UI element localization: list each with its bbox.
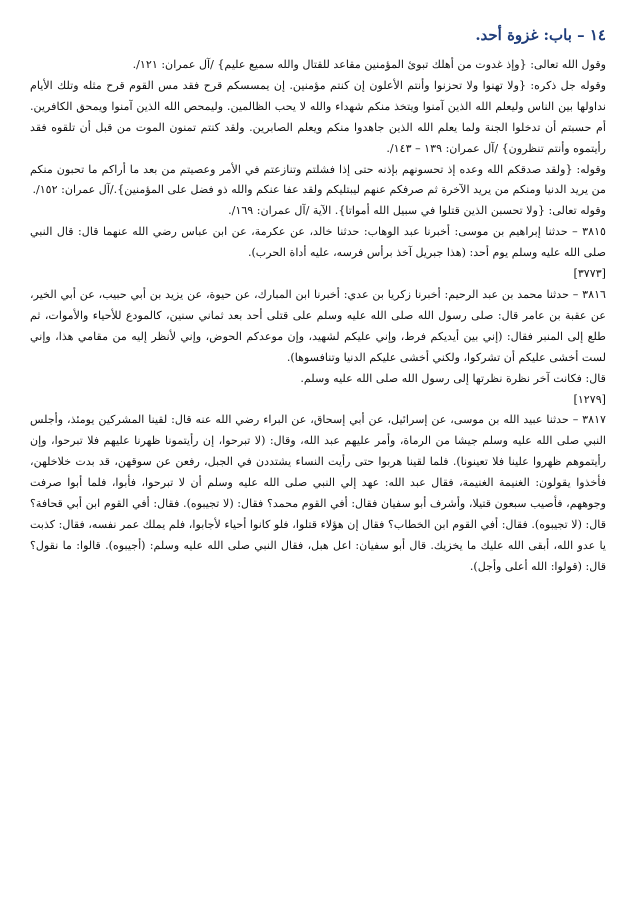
quran-verse-2: وقوله جل ذكره: {ولا تهنوا ولا تحزنوا وأنتم الأعلون إن كنتم مؤمنين. إن يمسسكم قرح فقد مس القوم قرح مثله وتلك الأيام نداولها بين الناس وليعلم الله الذين آمنوا ويتخذ منكم شهداء والله لا يحب الظالمين. وليمحص الله الذين آمنوا ويمحق الكافرين. أم حسبتم أن تدخلوا الجنة ولما يعلم الله الذين جاهدوا منكم ويعلم الصابرين. ولقد كنتم تمنون الموت من قبل أن تلقوه فقد رأيتموه وأنتم تنظرون} /آل عمران: ١٣٩ – ١٤٣/. [30, 78, 606, 155]
cross-reference: [٣٧٧٣] [573, 267, 606, 281]
quran-verse-1: وقول الله تعالى: {وإذ غدوت من أهلك تبوئ المؤمنين مقاعد للقتال والله سميع عليم} /آل عمران: ١٢١/. [132, 58, 606, 71]
hadith-3817: ٣٨١٧ – حدثنا عبيد الله بن موسى، عن إسرائيل، عن أبي إسحاق، عن البراء رضي الله عنه قال: لقينا المشركين يومئذ، وأجلس النبي صلى الله عليه وسلم جيشا من الرماة، وأمر عليهم عبد الله، وقال: (لا تبرحوا، إن رأيتمونا ظهرنا عليهم فلا تبرحوا، وإن رأيتموهم ظهروا علينا فلا تعينونا). فلما لقينا هربوا حتى رأيت النساء يشتددن في الجبل، رفعن عن سوقهن، قد بدت خلاخلهن، فأخذوا يقولون: الغنيمة الغنيمة، فقال عبد الله: عهد إلي النبي صلى الله عليه وسلم أن لا تبرحوا، فأبوا، فلما أبوا صرفت وجوههم، فأصيب سبعون قتيلا، وأشرف أبو سفيان فقال: أفي القوم محمد؟ فقال: (لا تجيبوه). فقال: أفي القوم ابن أبي قحافة؟ قال: (لا تجيبوه). فقال: أفي القوم ابن الخطاب؟ فقال إن هؤلاء قتلوا، فلو كانوا أحياء لأجابوا، فلم يملك عمر نفسه، فقال: كذبت يا عدو الله، أبقى الله عليك ما يخزيك. قال أبو سفيان: اعل هبل، فقال النبي صلى الله عليه وسلم: (أجيبوه). قالوا: ما نقول؟ قال: (قولوا: الله أعلى وأجل). [30, 413, 606, 573]
cross-reference: [١٢٧٩] [573, 392, 606, 406]
quran-verse-4: وقوله تعالى: {ولا تحسبن الذين قتلوا في سبيل الله أمواتا}. الآية /آل عمران: ١٦٩/. [228, 204, 606, 218]
narrator-note: قال: فكانت آخر نظرة نظرتها إلى رسول الله صلى الله عليه وسلم. [300, 371, 606, 385]
chapter-title: ١٤ – باب: غزوة أحد. [475, 26, 606, 44]
hadith-3815: ٣٨١٥ – حدثنا إبراهيم بن موسى: أخبرنا عبد الوهاب: حدثنا خالد، عن عكرمة، عن ابن عباس رضي الله عنهما قال: قال النبي صلى الله عليه وسلم يوم أحد: (هذا جبريل آخذ برأس فرسه، عليه أداة الحرب). [30, 225, 607, 260]
quran-verse-3: وقوله: {ولقد صدقكم الله وعده إذ تحسونهم بإذنه حتى إذا فشلتم وتنازعتم في الأمر وعصيتم من بعد ما أراكم ما تحبون منكم من يريد الدنيا ومنكم من يريد الآخرة ثم صرفكم عنهم ليبتليكم ولقد عفا عنكم والله ذو فضل على المؤمنين}./آل عمران: ١٥٢/. [30, 162, 606, 197]
hadith-3816: ٣٨١٦ – حدثنا محمد بن عبد الرحيم: أخبرنا زكريا بن عدي: أخبرنا ابن المبارك، عن حيوة، عن يزيد بن أبي حبيب، عن أبي الخير، عن عقبة بن عامر قال: صلى رسول الله صلى الله عليه وسلم على قتلى أحد بعد ثماني سنين، كالمودع للأحياء والأموات، ثم طلع إلى المنبر فقال: (إني بين أيديكم فرط، وإني عليكم لشهيد، وإن موعدكم الحوض، وإني لأنظر إليه من مقامي هذا، وإني لست أخشى عليكم أن تشركوا، ولكني أخشى عليكم الدنيا وتنافسوها). [30, 287, 606, 364]
